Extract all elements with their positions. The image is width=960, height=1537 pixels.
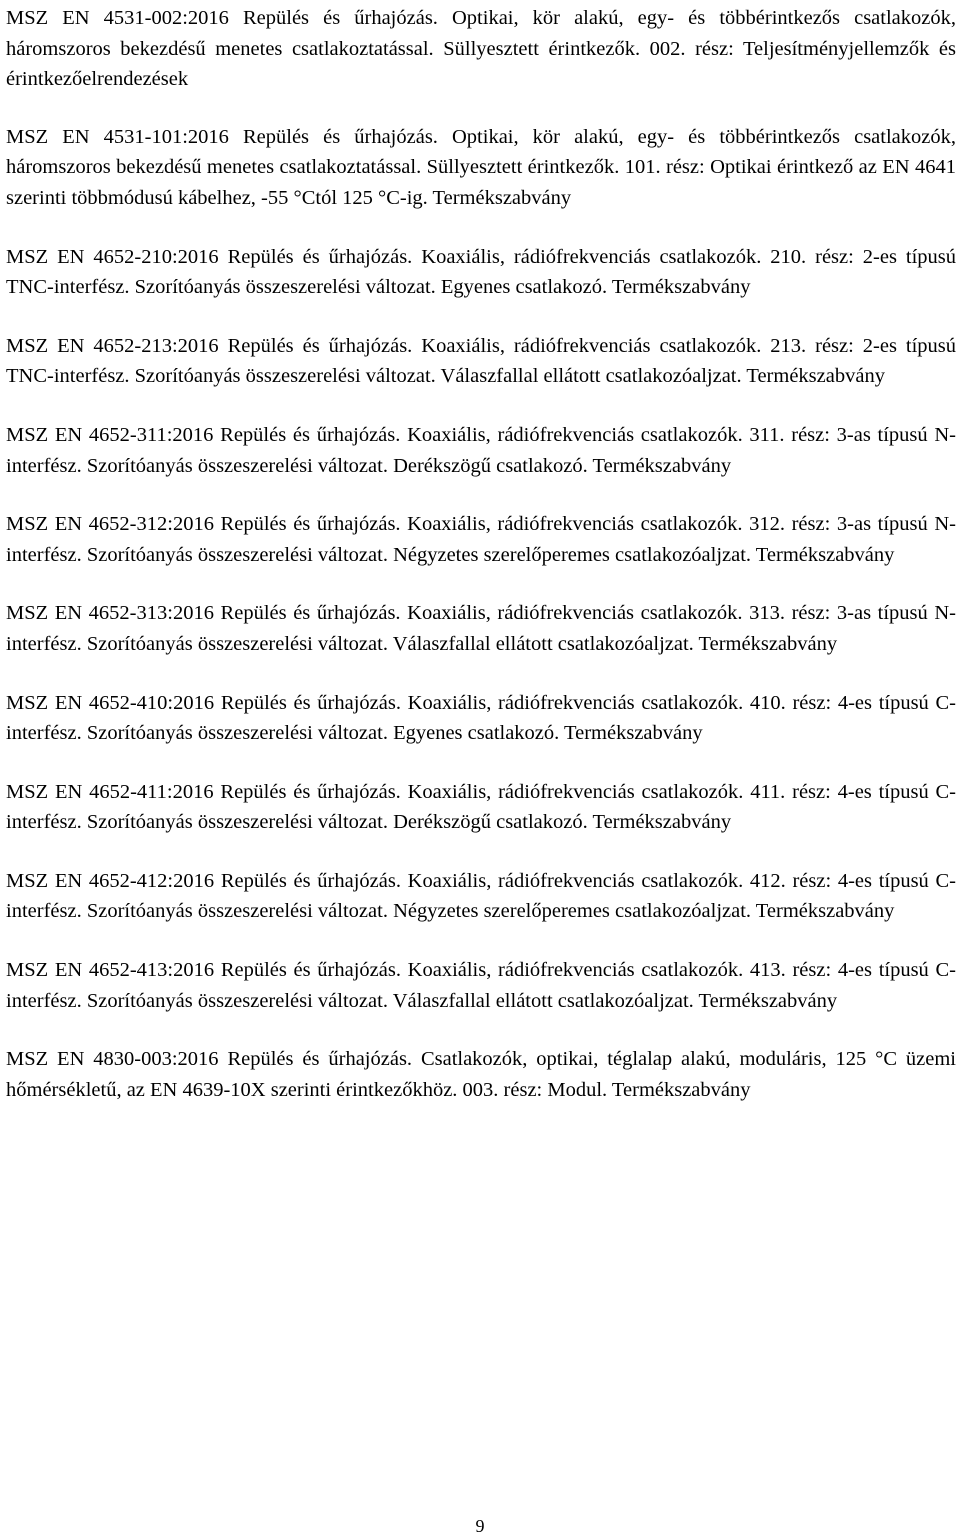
- standard-entry: MSZ EN 4652-311:2016 Repülés és űrhajózás. Koaxiális, rádiófrekvenciás csatlakozók. 311. rész: 3-as típusú N-interfész. Szorítóanyás összeszerelési változat. Derékszögű csatlakozó. Termékszabvány: [6, 423, 956, 477]
- standard-entry: MSZ EN 4652-313:2016 Repülés és űrhajózás. Koaxiális, rádiófrekvenciás csatlakozók. 313. rész: 3-as típusú N-interfész. Szorítóanyás összeszerelési változat. Válaszfallal ellátott csatlakozóaljzat. Termékszabvány: [6, 602, 956, 655]
- standard-entry: MSZ EN 4652-411:2016 Repülés és űrhajózás. Koaxiális, rádiófrekvenciás csatlakozók. 411. rész: 4-es típusú C-interfész. Szorítóanyás összeszerelési változat. Derékszögű csatlakozó. Termékszabvány: [6, 780, 956, 834]
- standard-entry: MSZ EN 4652-412:2016 Repülés és űrhajózás. Koaxiális, rádiófrekvenciás csatlakozók. 412. rész: 4-es típusú C-interfész. Szorítóanyás összeszerelési változat. Négyzetes szerelőperemes csatlakozóaljzat. Termékszabvány: [6, 869, 956, 923]
- standard-entry: MSZ EN 4652-213:2016 Repülés és űrhajózás. Koaxiális, rádiófrekvenciás csatlakozók. 213. rész: 2-es típusú TNC-interfész. Szorítóanyás összeszerelési változat. Válaszfallal ellátott csatlakozóaljzat. Termékszabvány: [6, 334, 956, 388]
- standard-entry: MSZ EN 4652-210:2016 Repülés és űrhajózás. Koaxiális, rádiófrekvenciás csatlakozók. 210. rész: 2-es típusú TNC-interfész. Szorítóanyás összeszerelési változat. Egyenes csatlakozó. Termékszabvány: [6, 245, 956, 299]
- standard-entry: MSZ EN 4652-410:2016 Repülés és űrhajózás. Koaxiális, rádiófrekvenciás csatlakozók. 410. rész: 4-es típusú C-interfész. Szorítóanyás összeszerelési változat. Egyenes csatlakozó. Termékszabvány: [6, 691, 956, 745]
- standard-entry: MSZ EN 4531-101:2016 Repülés és űrhajózás. Optikai, kör alakú, egy- és többérintkezős csatlakozók, háromszoros bekezdésű menetes csatlakoztatással. Süllyesztett érintkezők. 101. rész: Optikai érintkező az EN 4641 szerinti többmódusú kábelhez, -55 °Ctól 125 °C-ig. Termékszabvány: [6, 125, 956, 209]
- page-number: 9: [475, 1516, 485, 1536]
- standard-entry: MSZ EN 4652-312:2016 Repülés és űrhajózás. Koaxiális, rádiófrekvenciás csatlakozók. 312. rész: 3-as típusú N-interfész. Szorítóanyás összeszerelési változat. Négyzetes szerelőperemes csatlakozóaljzat. Termékszabvány: [6, 513, 956, 566]
- document-body: [6, 3, 956, 1133]
- standard-entry: MSZ EN 4652-413:2016 Repülés és űrhajózás. Koaxiális, rádiófrekvenciás csatlakozók. 413. rész: 4-es típusú C-interfész. Szorítóanyás összeszerelési változat. Válaszfallal ellátott csatlakozóaljzat. Termékszabvány: [6, 959, 956, 1012]
- standard-entry: MSZ EN 4531-002:2016 Repülés és űrhajózás. Optikai, kör alakú, egy- és többérintkezős csatlakozók, háromszoros bekezdésű menetes csatlakoztatással. Süllyesztett érintkezők. 002. rész: Teljesítményjellemzők és érintkezőelrendezések: [6, 7, 956, 91]
- standard-entry: MSZ EN 4830-003:2016 Repülés és űrhajózás. Csatlakozók, optikai, téglalap alakú, moduláris, 125 °C üzemi hőmérsékletű, az EN 4639-10X szerinti érintkezőkhöz. 003. rész: Modul. Termékszabvány: [6, 1048, 956, 1101]
